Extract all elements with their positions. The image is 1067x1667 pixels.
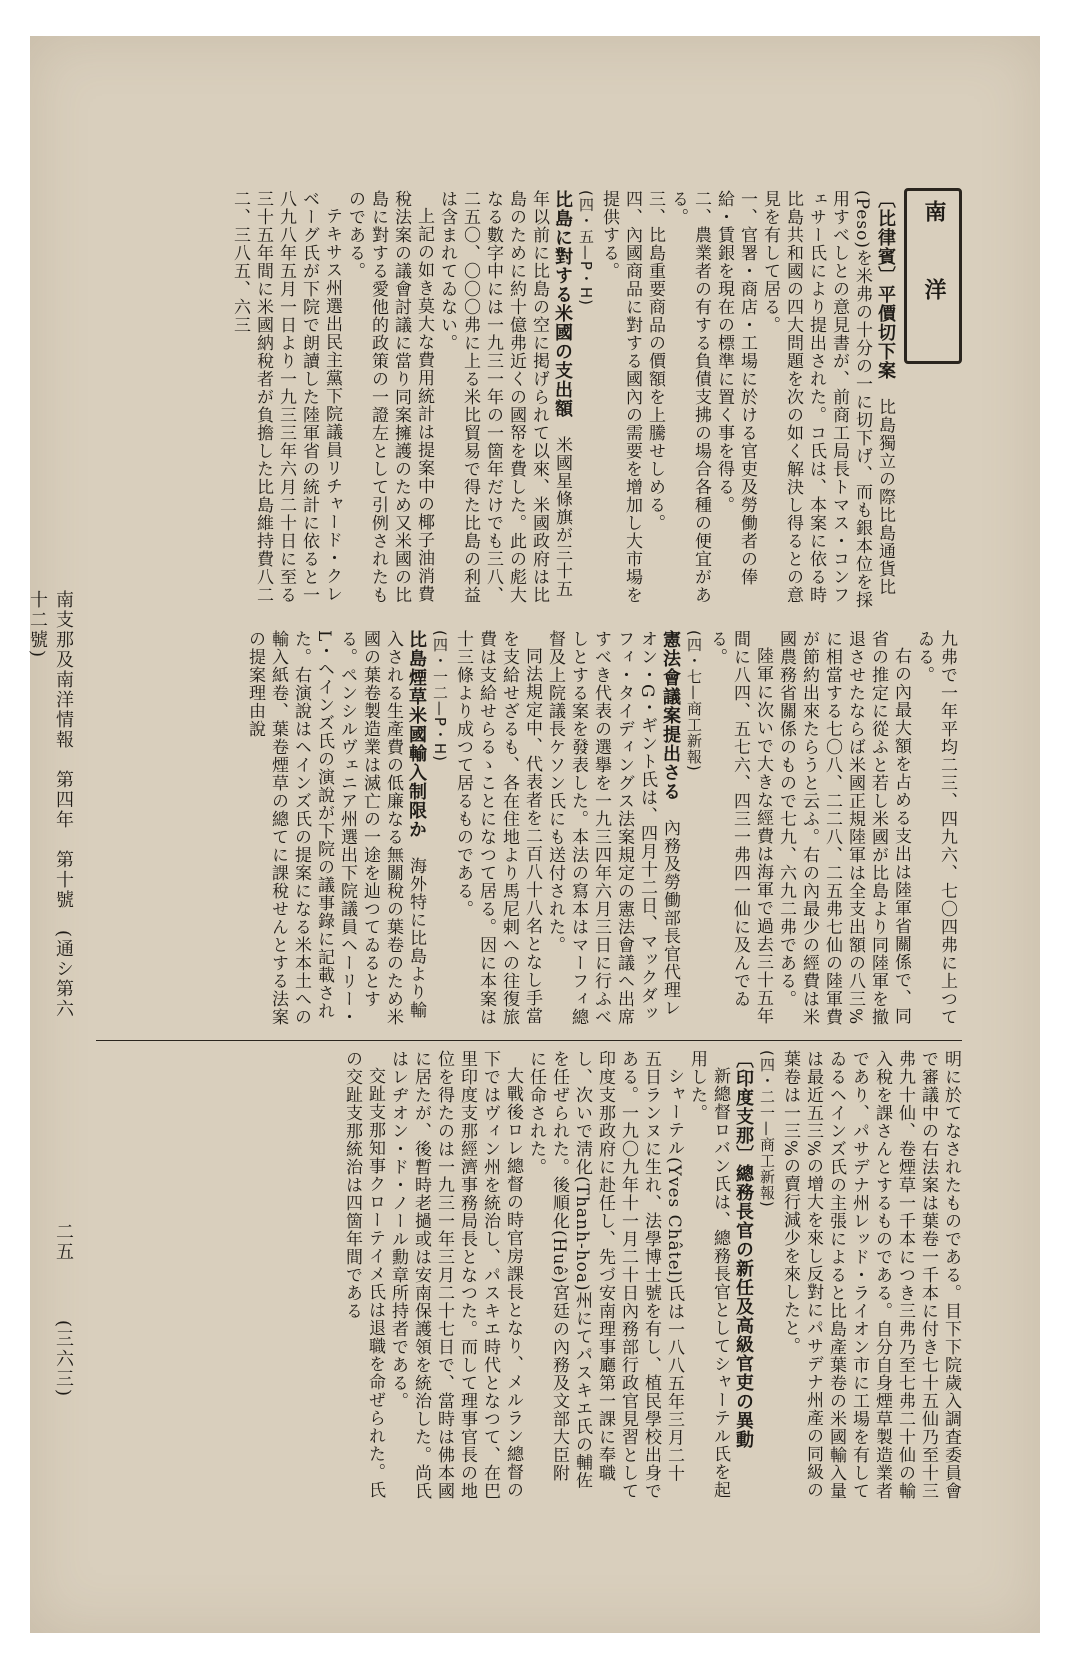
headline-constitution-convention: 憲法會議案提出さる <box>660 630 681 801</box>
list-item: 一、官署・商店・工場に於ける官吏及勞働者の俸給・賃銀を現在の標準に置く事を得る。 <box>714 190 757 586</box>
source-note: (四・二一—商工新報) <box>758 1050 776 1208</box>
article-paragraph: シャーテル(Yves Châtel)氏は一八八五年三月二十五日ランヌに生れ、法學博士號を有し、植民學校出身である。一九〇九年十一月二十日內務部行政官見習として印度支那政府に赴任し、先づ安南理事廳第一課に奉職し、次いで淸化(Thanh-hoa)州にてパスキエ氏の輔佐を任ぜられた。後順化(Huê)宮廷の內務及文部大臣附に任命された。 <box>526 1050 684 1500</box>
headline-tobacco-import: 比島煙草米國輸入制限か <box>406 630 427 839</box>
article-paragraph: 陸軍に次いで大きな經費は海軍で過去三十五年間に八四、五七六、四三一弗四一仙に及んでゐる。 <box>707 630 773 1025</box>
section-title <box>912 200 952 350</box>
source-note: (四・一二—P・H) <box>431 630 449 763</box>
tag-philippines: 〔比律賓〕 <box>875 190 896 285</box>
article-paragraph: 同法規定中、代表者を二百八十八名となし手當を支給せざるも、各在住地より馬尼剌への往復旅費は支給せらるゝことになつて居る。因に本案は十三條より成つて居るものである。 <box>453 630 542 1026</box>
article-paragraph: 大戰後ロレ總督の時官房課長となり、メルラン總督の下ではヴィン州を統治し、パスキエ時代となつて、在巴里印度支那經濟事務局長となつた。而して理事官長の地位を得たのは一九三一年三月二十七日で、當時は佛本國に居たが、後暫時老撾或は安南保護領を統治した。尚氏はレヂオン・ド・ノール勳章所持者である。 <box>388 1050 523 1500</box>
article-continuation: 九弗で一年平均二三、四九六、七〇四弗に上つてゐる。 <box>914 630 957 1026</box>
footer-issue: 第十號 <box>53 850 74 910</box>
article-tobacco-text: 海外特に比島より輸入される生產費の低廉なる無關稅の葉卷のため米國の葉卷製造業は滅亡の一途を辿つてゐるとする。ペンシルヴェニア州選出下院議員ヘーリー・L・ヘインズ氏の演說が下院の議事錄に記載された。右演說はヘインズ氏の提案になる米本土への輸入紙卷、葉卷煙草の總てに課稅せんとする法案の提案理由說 <box>245 630 426 1026</box>
footer-serial: (通シ第六十二號) <box>27 590 74 1020</box>
list-item: 二、農業者の有する負債支拂の場合各種の便宜がある。 <box>668 190 711 604</box>
tag-indochina: 〔印度支那〕 <box>733 1050 754 1164</box>
article-constitution-text: 內務及勞働部長官代理レオン・G・ギント氏は、四月十二日、マックダッフィ・タイディングス法案規定の憲法會議へ出席すべき代表の選擧を一九三四年六月三日に行ふべしとする案を發表した。本法の寫本はマーフィ總督及上院議長ケソン氏にも送付された。 <box>545 630 680 1026</box>
source-note: (四・七—商工新報) <box>685 630 703 772</box>
footer-page-number: 二五 <box>53 1222 74 1262</box>
article-paragraph: 新總督ロバン氏は、總務長官としてシャーテル氏を起用した。 <box>687 1050 730 1499</box>
article-peso-text: 比島獨立の際比島通貨比(Peso)を米弗の十分の一に切下げ、而も銀本位を採用すべしとの意見書が、前商工局長トマス・コンフェサー氏により提出された。コ氏は、本案に依る時比島共和國の四大問題を次の如く解決し得るとの意見を有して居る。 <box>760 190 895 609</box>
list-item: 三、比島重要商品の價額を上騰せしめる。 <box>645 190 665 532</box>
article-paragraph: テキサス州選出民主黨下院議員リチャード・クレベーグ氏が下院で朗讀した陸軍省の統計に依ると一八九八年五月一日より一九三三年六月二十日に至る三十五年間に米國納稅者が負擔した比島維持費八二二、三八五、六三 <box>230 190 342 604</box>
lower-column <box>96 1050 962 1500</box>
article-continuation: 明に於てなされたものである。目下下院歲入調査委員會で審議中の右法案は葉卷一千本に付き七十五仙乃至十三弗九十仙、卷煙草一千本につき三弗乃至七弗二十仙の輸入稅を課さんとするものである。自分自身煙草製造業者であり、パサデナ州レッド・ライオン市に工場を有してゐるヘインズ氏の主張によると比島產葉卷の米國輸入量は最近五三%の增大を來し反對にパサデナ州產の同級の葉卷は一三%の賣行減少を來したと。 <box>780 1050 961 1500</box>
upper-column-left <box>245 630 958 1030</box>
headline-us-expenditure: 比島に對する米國の支出額 <box>552 190 573 418</box>
section-title-part1: 南 <box>921 200 946 222</box>
headline-peso-devaluation: 平價切下案 <box>875 285 896 380</box>
section-title-part2: 洋 <box>921 278 946 300</box>
section-divider <box>96 1040 962 1041</box>
upper-column-right <box>230 190 897 610</box>
source-note: (四・五—P・H) <box>577 190 595 307</box>
list-item: 四、內國商品に對する國內の需要を增加し大市場を提供する。 <box>599 190 642 604</box>
footer-volume: 第四年 <box>53 770 74 830</box>
article-us-expenditure-text: 米國星條旗が三十五年以前に比島の空に掲げられて以來、米國政府は比島のために約十億弗近くの國帑を費した。此の彪大なる數字中には一九三一年の一箇年だけでも三八、二五〇、〇〇〇弗に上る米比貿易で得た比島の利益は含まれてゐない。 <box>437 190 572 604</box>
footer-journal: 南支那及南洋情報 <box>53 590 74 750</box>
footer-page-total: (三六三) <box>53 1320 74 1399</box>
headline-governor-appointment: 總務長官の新任及高級官吏の異動 <box>733 1164 754 1449</box>
article-paragraph: 右の內最大額を占める支出は陸軍省關係で、同省の推定に從ふと若し米國が比島より同陸軍を撤退させたならば米國正規陸軍は全支出額の八三%に相當する七〇八、二二八、二五弗七仙の陸軍費が節約出來たらうと云ふ。右の內最少の經費は米國農務省關係のもので七九、六九二弗である。 <box>776 630 911 1026</box>
article-paragraph: 上記の如き莫大な費用統計は提案中の椰子油消費稅法案の議會討議に當り同案擁護のため又米國の比島に對する愛他的政策の一證左として引例されたものである。 <box>345 190 434 604</box>
article-paragraph: 交趾支那知事クローテイメ氏は退職を命ぜられた。氏の交趾支那統治は四箇年間である <box>342 1050 385 1499</box>
footer-running-head <box>27 590 76 1020</box>
